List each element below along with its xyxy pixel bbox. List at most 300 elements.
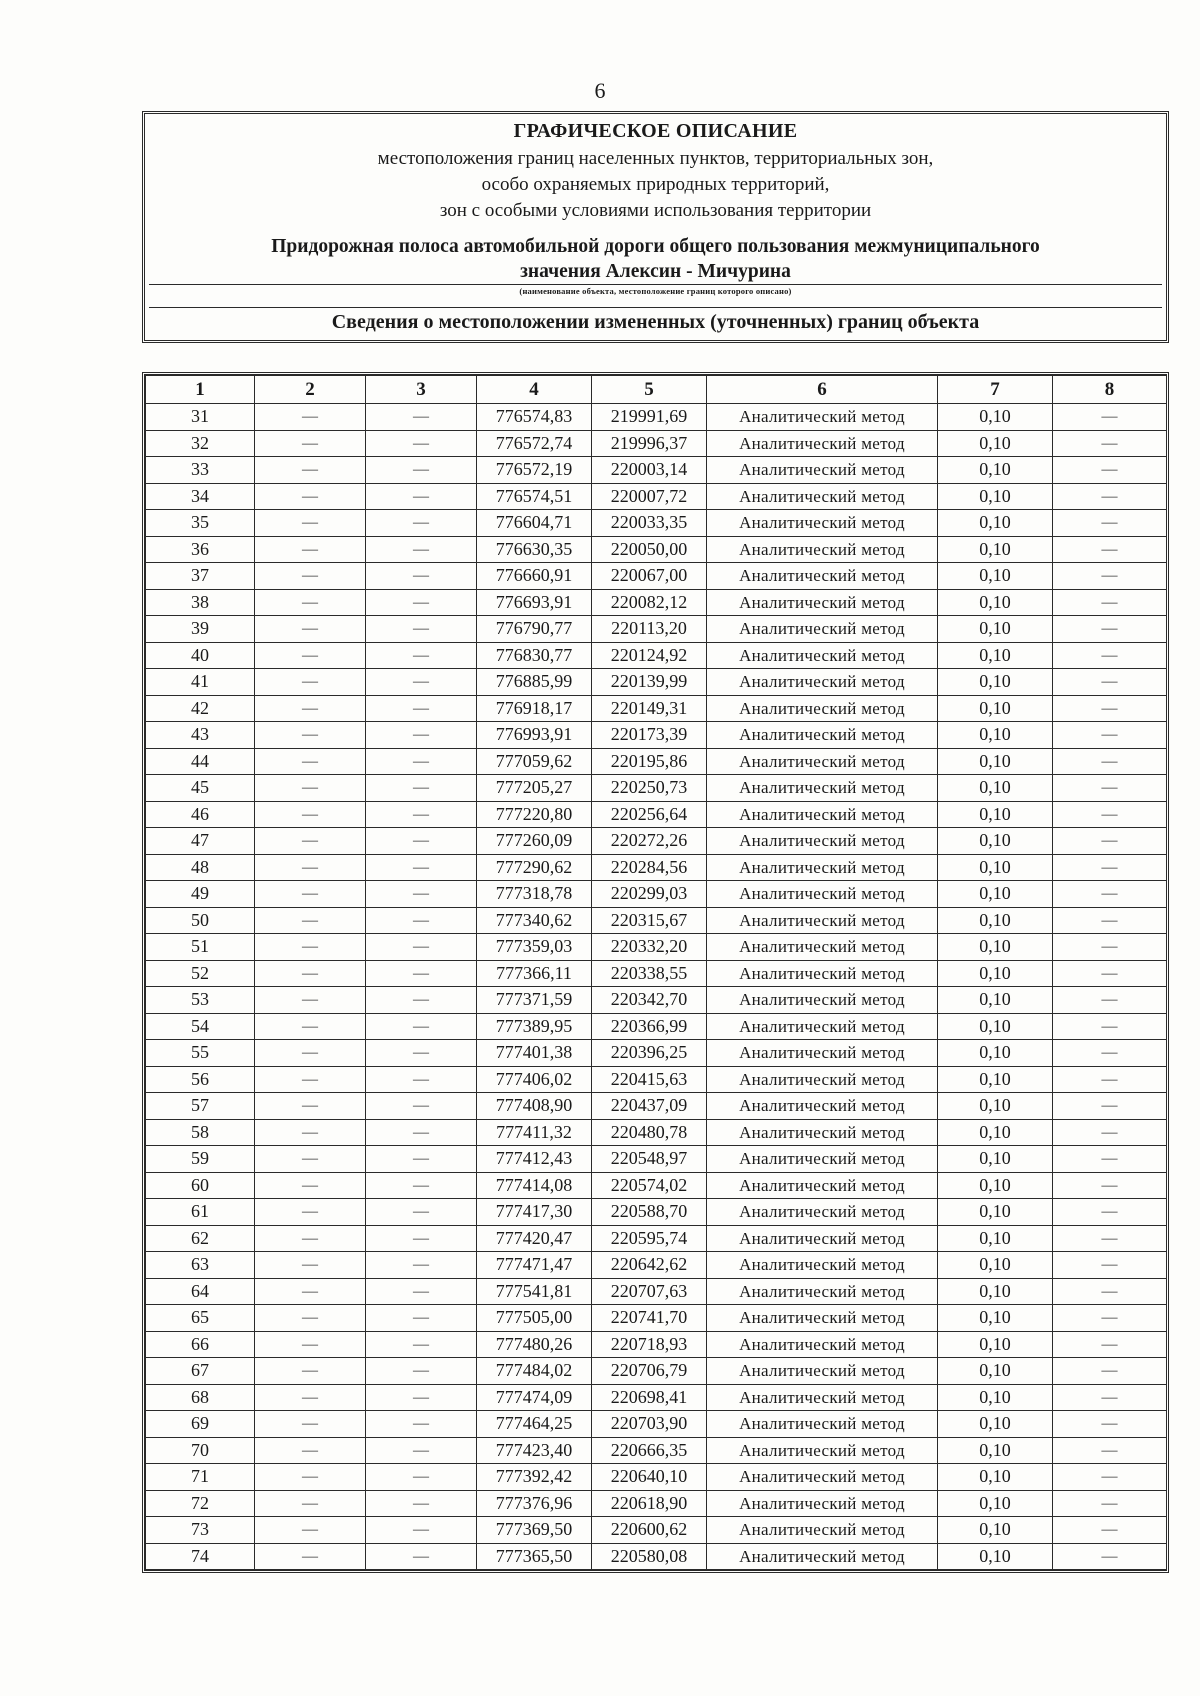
table-cell-col-2: — <box>255 563 366 590</box>
table-cell-col-5: 220139,99 <box>592 669 707 696</box>
table-cell-col-2: — <box>255 934 366 961</box>
table-cell-col-4: 777205,27 <box>477 775 592 802</box>
table-cell-col-7: 0,10 <box>938 907 1053 934</box>
table-row <box>146 1172 1167 1199</box>
table-cell-col-3: — <box>366 536 477 563</box>
table-row <box>146 1013 1167 1040</box>
table-cell-col-1: 49 <box>146 881 255 908</box>
table-cell-col-4: 776574,83 <box>477 404 592 431</box>
table-cell-col-7: 0,10 <box>938 934 1053 961</box>
table-row <box>146 1146 1167 1173</box>
table-cell-col-8: — <box>1053 1199 1167 1226</box>
table-cell-col-1: 68 <box>146 1384 255 1411</box>
table-cell-col-4: 776790,77 <box>477 616 592 643</box>
table-cell-col-6: Аналитический метод <box>707 1331 938 1358</box>
table-cell-col-1: 73 <box>146 1517 255 1544</box>
table-cell-col-2: — <box>255 404 366 431</box>
table-cell-col-2: — <box>255 1490 366 1517</box>
table-cell-col-4: 777474,09 <box>477 1384 592 1411</box>
table-cell-col-4: 776630,35 <box>477 536 592 563</box>
table-cell-col-7: 0,10 <box>938 881 1053 908</box>
table-cell-col-6: Аналитический метод <box>707 1252 938 1279</box>
table-cell-col-6: Аналитический метод <box>707 1093 938 1120</box>
table-cell-col-2: — <box>255 457 366 484</box>
table-row <box>146 563 1167 590</box>
table-cell-col-2: — <box>255 722 366 749</box>
table-cell-col-8: — <box>1053 483 1167 510</box>
table-cell-col-6: Аналитический метод <box>707 934 938 961</box>
table-cell-col-2: — <box>255 1172 366 1199</box>
table-row <box>146 1199 1167 1226</box>
table-cell-col-5: 220703,90 <box>592 1411 707 1438</box>
table-cell-col-8: — <box>1053 563 1167 590</box>
table-cell-col-2: — <box>255 1278 366 1305</box>
table-cell-col-2: — <box>255 1543 366 1570</box>
table-cell-col-6: Аналитический метод <box>707 642 938 669</box>
table-cell-col-3: — <box>366 1013 477 1040</box>
table-cell-col-5: 220396,25 <box>592 1040 707 1067</box>
object-name-line-1: Придорожная полоса автомобильной дороги общего пользования межмуниципального <box>271 236 1040 257</box>
table-cell-col-8: — <box>1053 430 1167 457</box>
table-row <box>146 748 1167 775</box>
table-cell-col-3: — <box>366 1490 477 1517</box>
table-cell-col-1: 63 <box>146 1252 255 1279</box>
table-cell-col-8: — <box>1053 801 1167 828</box>
table-cell-col-5: 220718,93 <box>592 1331 707 1358</box>
table-cell-col-2: — <box>255 960 366 987</box>
table-cell-col-6: Аналитический метод <box>707 457 938 484</box>
table-cell-col-3: — <box>366 1119 477 1146</box>
table-cell-col-4: 777260,09 <box>477 828 592 855</box>
table-cell-col-8: — <box>1053 1146 1167 1173</box>
table-row <box>146 1305 1167 1332</box>
table-cell-col-4: 777471,47 <box>477 1252 592 1279</box>
table-row <box>146 1437 1167 1464</box>
table-cell-col-2: — <box>255 828 366 855</box>
table-cell-col-4: 776604,71 <box>477 510 592 537</box>
table-cell-col-3: — <box>366 1437 477 1464</box>
table-cell-col-4: 777359,03 <box>477 934 592 961</box>
table-cell-col-7: 0,10 <box>938 1066 1053 1093</box>
table-cell-col-8: — <box>1053 907 1167 934</box>
table-cell-col-3: — <box>366 669 477 696</box>
table-cell-col-3: — <box>366 1040 477 1067</box>
table-cell-col-3: — <box>366 1278 477 1305</box>
table-cell-col-6: Аналитический метод <box>707 1543 938 1570</box>
section-title: Сведения о местоположении измененных (уточненных) границ объекта <box>331 311 980 333</box>
table-cell-col-8: — <box>1053 1305 1167 1332</box>
table-cell-col-4: 777220,80 <box>477 801 592 828</box>
table-cell-col-1: 66 <box>146 1331 255 1358</box>
table-row <box>146 1543 1167 1570</box>
table-cell-col-3: — <box>366 563 477 590</box>
table-cell-col-5: 220082,12 <box>592 589 707 616</box>
object-caption: (наименование объекта, местоположение границ которого описано) <box>519 286 792 296</box>
table-cell-col-3: — <box>366 1199 477 1226</box>
table-cell-col-5: 220315,67 <box>592 907 707 934</box>
table-cell-col-4: 777365,50 <box>477 1543 592 1570</box>
table-cell-col-7: 0,10 <box>938 404 1053 431</box>
column-header-7: 7 <box>938 376 1053 404</box>
object-underline <box>149 284 1162 285</box>
table-cell-col-6: Аналитический метод <box>707 1464 938 1491</box>
table-row <box>146 1278 1167 1305</box>
table-cell-col-4: 777369,50 <box>477 1517 592 1544</box>
table-cell-col-4: 777340,62 <box>477 907 592 934</box>
table-row <box>146 642 1167 669</box>
table-cell-col-3: — <box>366 934 477 961</box>
table-cell-col-3: — <box>366 1331 477 1358</box>
table-cell-col-4: 777366,11 <box>477 960 592 987</box>
table-cell-col-7: 0,10 <box>938 987 1053 1014</box>
table-cell-col-6: Аналитический метод <box>707 1411 938 1438</box>
table-cell-col-8: — <box>1053 748 1167 775</box>
table-row <box>146 1331 1167 1358</box>
table-cell-col-6: Аналитический метод <box>707 828 938 855</box>
subtitle-line-2: особо охраняемых природных территорий, <box>481 174 830 195</box>
table-cell-col-7: 0,10 <box>938 854 1053 881</box>
table-cell-col-1: 35 <box>146 510 255 537</box>
table-cell-col-8: — <box>1053 1119 1167 1146</box>
table-cell-col-3: — <box>366 722 477 749</box>
table-cell-col-1: 67 <box>146 1358 255 1385</box>
table-cell-col-8: — <box>1053 960 1167 987</box>
table-cell-col-1: 70 <box>146 1437 255 1464</box>
table-cell-col-2: — <box>255 1517 366 1544</box>
table-cell-col-7: 0,10 <box>938 748 1053 775</box>
column-header-3: 3 <box>366 376 477 404</box>
table-cell-col-3: — <box>366 1384 477 1411</box>
table-cell-col-7: 0,10 <box>938 1331 1053 1358</box>
table-cell-col-1: 58 <box>146 1119 255 1146</box>
table-cell-col-3: — <box>366 881 477 908</box>
table-cell-col-8: — <box>1053 536 1167 563</box>
table-row <box>146 510 1167 537</box>
table-cell-col-8: — <box>1053 457 1167 484</box>
table-cell-col-4: 777423,40 <box>477 1437 592 1464</box>
table-cell-col-1: 37 <box>146 563 255 590</box>
table-cell-col-3: — <box>366 1225 477 1252</box>
table-cell-col-5: 220272,26 <box>592 828 707 855</box>
table-cell-col-6: Аналитический метод <box>707 430 938 457</box>
table-body <box>146 404 1167 1570</box>
table-cell-col-7: 0,10 <box>938 1119 1053 1146</box>
subtitle-line-3: зон с особыми условиями использования территории <box>439 200 872 221</box>
table-cell-col-7: 0,10 <box>938 536 1053 563</box>
table-cell-col-5: 220642,62 <box>592 1252 707 1279</box>
table-cell-col-4: 777408,90 <box>477 1093 592 1120</box>
table-cell-col-5: 220640,10 <box>592 1464 707 1491</box>
table-cell-col-5: 220003,14 <box>592 457 707 484</box>
table-cell-col-4: 776993,91 <box>477 722 592 749</box>
table-cell-col-5: 220007,72 <box>592 483 707 510</box>
table-cell-col-3: — <box>366 430 477 457</box>
table-cell-col-2: — <box>255 854 366 881</box>
boundary-points-table <box>142 372 1169 1573</box>
table-cell-col-7: 0,10 <box>938 1199 1053 1226</box>
table-cell-col-8: — <box>1053 589 1167 616</box>
table-cell-col-1: 72 <box>146 1490 255 1517</box>
table-cell-col-3: — <box>366 801 477 828</box>
table-cell-col-2: — <box>255 536 366 563</box>
table-row <box>146 1384 1167 1411</box>
table-cell-col-7: 0,10 <box>938 695 1053 722</box>
table-cell-col-4: 777411,32 <box>477 1119 592 1146</box>
table-cell-col-2: — <box>255 1384 366 1411</box>
table-cell-col-6: Аналитический метод <box>707 1358 938 1385</box>
table-cell-col-1: 38 <box>146 589 255 616</box>
table-cell-col-6: Аналитический метод <box>707 722 938 749</box>
table-cell-col-2: — <box>255 1146 366 1173</box>
table-cell-col-8: — <box>1053 1331 1167 1358</box>
table-cell-col-3: — <box>366 616 477 643</box>
table-cell-col-5: 220284,56 <box>592 854 707 881</box>
table-cell-col-4: 776660,91 <box>477 563 592 590</box>
table-cell-col-7: 0,10 <box>938 722 1053 749</box>
table-cell-col-5: 220256,64 <box>592 801 707 828</box>
subtitle-line-1: местоположения границ населенных пунктов, территориальных зон, <box>377 148 934 169</box>
table-cell-col-3: — <box>366 483 477 510</box>
table-cell-col-1: 53 <box>146 987 255 1014</box>
table-cell-col-1: 47 <box>146 828 255 855</box>
table-cell-col-6: Аналитический метод <box>707 1517 938 1544</box>
table-cell-col-4: 777464,25 <box>477 1411 592 1438</box>
table-cell-col-7: 0,10 <box>938 457 1053 484</box>
table-row <box>146 589 1167 616</box>
table-cell-col-4: 777420,47 <box>477 1225 592 1252</box>
table-row <box>146 801 1167 828</box>
table-cell-col-6: Аналитический метод <box>707 881 938 908</box>
table-cell-col-2: — <box>255 642 366 669</box>
table-cell-col-7: 0,10 <box>938 1384 1053 1411</box>
table-cell-col-1: 39 <box>146 616 255 643</box>
table-cell-col-2: — <box>255 987 366 1014</box>
table-cell-col-2: — <box>255 1252 366 1279</box>
table-cell-col-3: — <box>366 1146 477 1173</box>
table-cell-col-5: 219991,69 <box>592 404 707 431</box>
table-cell-col-8: — <box>1053 828 1167 855</box>
table-cell-col-6: Аналитический метод <box>707 1172 938 1199</box>
table-row <box>146 881 1167 908</box>
object-name-line-2: значения Алексин - Мичурина <box>520 261 791 282</box>
table-header-row <box>146 376 1167 404</box>
table-cell-col-2: — <box>255 695 366 722</box>
table-cell-col-5: 220666,35 <box>592 1437 707 1464</box>
table-cell-col-4: 777059,62 <box>477 748 592 775</box>
table-cell-col-8: — <box>1053 1278 1167 1305</box>
column-header-5: 5 <box>592 376 707 404</box>
table-cell-col-6: Аналитический метод <box>707 536 938 563</box>
table-cell-col-4: 777290,62 <box>477 854 592 881</box>
table-cell-col-7: 0,10 <box>938 1146 1053 1173</box>
table-cell-col-5: 220342,70 <box>592 987 707 1014</box>
column-header-4: 4 <box>477 376 592 404</box>
table-cell-col-7: 0,10 <box>938 1278 1053 1305</box>
table-cell-col-1: 55 <box>146 1040 255 1067</box>
table-cell-col-3: — <box>366 457 477 484</box>
table-cell-col-4: 777414,08 <box>477 1172 592 1199</box>
table-cell-col-7: 0,10 <box>938 1040 1053 1067</box>
table-cell-col-6: Аналитический метод <box>707 801 938 828</box>
table-cell-col-6: Аналитический метод <box>707 960 938 987</box>
table-cell-col-5: 220618,90 <box>592 1490 707 1517</box>
table-cell-col-8: — <box>1053 775 1167 802</box>
table-cell-col-1: 64 <box>146 1278 255 1305</box>
table-cell-col-3: — <box>366 1464 477 1491</box>
table-cell-col-8: — <box>1053 642 1167 669</box>
table-cell-col-4: 776885,99 <box>477 669 592 696</box>
page-number: 6 <box>594 78 606 103</box>
table-cell-col-8: — <box>1053 1517 1167 1544</box>
table-cell-col-4: 777371,59 <box>477 987 592 1014</box>
table-cell-col-6: Аналитический метод <box>707 775 938 802</box>
table-row <box>146 1066 1167 1093</box>
table-cell-col-5: 220600,62 <box>592 1517 707 1544</box>
table-cell-col-5: 220149,31 <box>592 695 707 722</box>
table-cell-col-2: — <box>255 1358 366 1385</box>
table-row <box>146 960 1167 987</box>
table-cell-col-1: 43 <box>146 722 255 749</box>
table-cell-col-4: 777417,30 <box>477 1199 592 1226</box>
table-cell-col-4: 777480,26 <box>477 1331 592 1358</box>
table-cell-col-7: 0,10 <box>938 483 1053 510</box>
table-cell-col-1: 56 <box>146 1066 255 1093</box>
table-row <box>146 722 1167 749</box>
table-cell-col-8: — <box>1053 1040 1167 1067</box>
table-cell-col-2: — <box>255 1040 366 1067</box>
table-cell-col-7: 0,10 <box>938 1013 1053 1040</box>
table-cell-col-7: 0,10 <box>938 1464 1053 1491</box>
table-cell-col-3: — <box>366 1517 477 1544</box>
table-cell-col-6: Аналитический метод <box>707 1013 938 1040</box>
table-cell-col-8: — <box>1053 1411 1167 1438</box>
table-cell-col-3: — <box>366 960 477 987</box>
table-cell-col-8: — <box>1053 1437 1167 1464</box>
table-cell-col-5: 220415,63 <box>592 1066 707 1093</box>
document-title: ГРАФИЧЕСКОЕ ОПИСАНИЕ <box>513 120 798 142</box>
table-cell-col-5: 220366,99 <box>592 1013 707 1040</box>
table-row <box>146 430 1167 457</box>
table-cell-col-6: Аналитический метод <box>707 907 938 934</box>
table-cell-col-6: Аналитический метод <box>707 669 938 696</box>
table-cell-col-1: 45 <box>146 775 255 802</box>
table-cell-col-5: 220707,63 <box>592 1278 707 1305</box>
column-header-2: 2 <box>255 376 366 404</box>
table-cell-col-8: — <box>1053 1013 1167 1040</box>
table-cell-col-3: — <box>366 1252 477 1279</box>
table-cell-col-6: Аналитический метод <box>707 1119 938 1146</box>
table-cell-col-1: 32 <box>146 430 255 457</box>
table-row <box>146 854 1167 881</box>
table-cell-col-6: Аналитический метод <box>707 1305 938 1332</box>
table-cell-col-8: — <box>1053 1490 1167 1517</box>
table-cell-col-8: — <box>1053 1172 1167 1199</box>
table-cell-col-5: 220548,97 <box>592 1146 707 1173</box>
table-cell-col-7: 0,10 <box>938 1305 1053 1332</box>
table-cell-col-5: 220033,35 <box>592 510 707 537</box>
table-cell-col-7: 0,10 <box>938 1252 1053 1279</box>
table-row <box>146 1119 1167 1146</box>
table-cell-col-1: 48 <box>146 854 255 881</box>
table-cell-col-8: — <box>1053 510 1167 537</box>
table-cell-col-6: Аналитический метод <box>707 1225 938 1252</box>
table-cell-col-1: 60 <box>146 1172 255 1199</box>
table-row <box>146 1464 1167 1491</box>
table-cell-col-3: — <box>366 1411 477 1438</box>
object-name <box>145 234 1166 284</box>
table-cell-col-6: Аналитический метод <box>707 1146 938 1173</box>
table-cell-col-2: — <box>255 748 366 775</box>
table-cell-col-4: 776572,74 <box>477 430 592 457</box>
table-cell-col-1: 74 <box>146 1543 255 1570</box>
table-cell-col-2: — <box>255 1331 366 1358</box>
table-cell-col-2: — <box>255 510 366 537</box>
table-row <box>146 669 1167 696</box>
table-cell-col-2: — <box>255 1464 366 1491</box>
table-cell-col-3: — <box>366 404 477 431</box>
column-header-6: 6 <box>707 376 938 404</box>
table-cell-col-8: — <box>1053 722 1167 749</box>
table-cell-col-7: 0,10 <box>938 669 1053 696</box>
table-row <box>146 1358 1167 1385</box>
table-cell-col-1: 31 <box>146 404 255 431</box>
table-cell-col-3: — <box>366 907 477 934</box>
table-cell-col-3: — <box>366 1066 477 1093</box>
table-cell-col-8: — <box>1053 1093 1167 1120</box>
table-cell-col-1: 50 <box>146 907 255 934</box>
table-cell-col-5: 220124,92 <box>592 642 707 669</box>
table-cell-col-6: Аналитический метод <box>707 616 938 643</box>
table-cell-col-8: — <box>1053 1066 1167 1093</box>
table-cell-col-3: — <box>366 987 477 1014</box>
table-cell-col-3: — <box>366 1358 477 1385</box>
section-divider <box>149 307 1162 308</box>
table-cell-col-7: 0,10 <box>938 1172 1053 1199</box>
table-cell-col-2: — <box>255 801 366 828</box>
table-cell-col-5: 220698,41 <box>592 1384 707 1411</box>
table-cell-col-8: — <box>1053 987 1167 1014</box>
table-cell-col-8: — <box>1053 1358 1167 1385</box>
table-cell-col-7: 0,10 <box>938 1543 1053 1570</box>
table-cell-col-7: 0,10 <box>938 589 1053 616</box>
table-cell-col-7: 0,10 <box>938 430 1053 457</box>
table-cell-col-3: — <box>366 1305 477 1332</box>
table-row <box>146 404 1167 431</box>
table-cell-col-1: 52 <box>146 960 255 987</box>
table-cell-col-8: — <box>1053 616 1167 643</box>
table-cell-col-8: — <box>1053 881 1167 908</box>
table-cell-col-8: — <box>1053 1252 1167 1279</box>
table-cell-col-4: 777318,78 <box>477 881 592 908</box>
table-cell-col-6: Аналитический метод <box>707 483 938 510</box>
table-cell-col-1: 61 <box>146 1199 255 1226</box>
table-cell-col-4: 777389,95 <box>477 1013 592 1040</box>
table-cell-col-2: — <box>255 1013 366 1040</box>
table-cell-col-8: — <box>1053 1225 1167 1252</box>
table-cell-col-4: 777484,02 <box>477 1358 592 1385</box>
table-cell-col-2: — <box>255 589 366 616</box>
table-row <box>146 1093 1167 1120</box>
table-cell-col-1: 40 <box>146 642 255 669</box>
table-cell-col-3: — <box>366 695 477 722</box>
table-cell-col-6: Аналитический метод <box>707 510 938 537</box>
table-cell-col-2: — <box>255 430 366 457</box>
table-cell-col-7: 0,10 <box>938 510 1053 537</box>
table-cell-col-4: 776574,51 <box>477 483 592 510</box>
table-cell-col-6: Аналитический метод <box>707 1437 938 1464</box>
table-cell-col-1: 62 <box>146 1225 255 1252</box>
table-cell-col-8: — <box>1053 669 1167 696</box>
